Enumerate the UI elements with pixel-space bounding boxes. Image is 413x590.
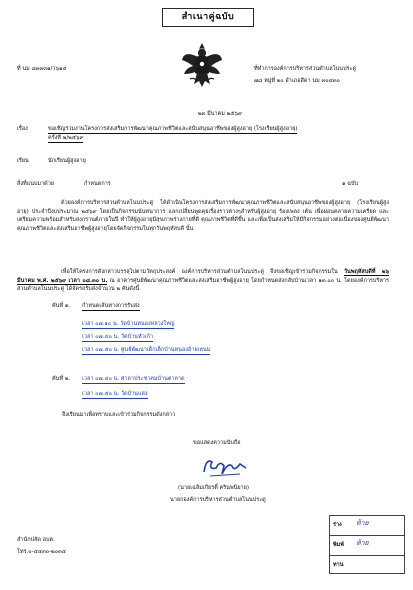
- signatory-position: นายกองค์การบริหารส่วนตำบลโนนประดู่: [170, 497, 266, 503]
- subject-label: เรื่อง: [17, 126, 28, 132]
- subject-text-line2: ครั้งที่ ๒/๒๕๖๙: [48, 135, 84, 141]
- car-1-label: คันที่ ๑.: [52, 303, 71, 309]
- footer-office: สำนักปลัด อบต.: [17, 537, 55, 543]
- car-1-stop: เวลา ๐๗.๑๐ น. วัดบ้านหนองหลวงใหญ่: [82, 321, 175, 327]
- letter-date: ๒๓ มีนาคม ๒๕๖๙: [198, 111, 242, 117]
- initials-label: ทาน: [333, 562, 344, 568]
- car-1-stop: เวลา ๐๗.๔๐ น. วัดบ้านหัวเก้า: [82, 334, 153, 340]
- document-number: ที่ นม ๘๓๓๓๑/ว๖๑๔: [17, 66, 67, 72]
- handwritten-signature: [200, 452, 250, 480]
- car-1-route-title: กำหนดเส้นทางการรับส่ง: [82, 303, 140, 309]
- body-paragraph-1: ด้วยองค์การบริหารส่วนตำบลโนนประดู่ ได้ดำเนินโครงการส่งเสริมการพัฒนาคุณภาพชีวิตและสนับสนุนอาชีพของผู้สูงอายุ (โรงเรียนผู้สูงอายุ) ประจำปีงบประมาณ ๒๕๖๙ โดยเป็นกิจกรรมนันทนาการ แลกเปลี่ยนพูดคุยเรื่องราวต่างๆสำหรับผู้สูงอายุ ร้องเพลง เต้น เพื่อผ่อนคลายความเครียด และเตรียมความพร้อมสำหรับสงกรานต์ภายในปี ทำให้ผู้สูงอายุมีสุขภาพร่างกายที่ดี คุณภาพชีวิตที่ดีขึ้น และเพื่อเป็นส่งเสริมให้มีกิจกรรมอย่างต่อเนื่องของศูนย์พัฒนาคุณภาพชีวิตและส่งเสริมอาชีพผู้สูงอายุโดยจัดกิจกรรมในทุกวันพฤหัสบดี นั้น: [17, 200, 389, 232]
- initials-box: [329, 515, 405, 574]
- initials-mark: ห้าย: [356, 519, 369, 527]
- copy-stamp-title: สำเนาคู่ฉบับ: [162, 8, 254, 27]
- invitation-text: เพื่อให้โครงการดังกล่าวบรรลุไปตามวัตถุประสงค์ องค์การบริหารส่วนตำบลโนนประดู่ จึงขอเชิญเข้าร่วมกิจกรรมใน: [61, 269, 338, 275]
- car-1-stop: เวลา ๐๗.๕๐ น. ศูนย์พัฒนาเด็กเล็กบ้านหนองอ้ายเหนม: [82, 347, 211, 353]
- signatory-name: (นายเฉลิมเกียรติ์ ครินพนิยาย): [178, 485, 250, 491]
- initials-row: [330, 556, 404, 575]
- enclosure-label: สิ่งที่แนบมาด้วย: [17, 181, 55, 187]
- initials-row: [330, 536, 404, 556]
- closing-line: จึงเรียนมาเพื่อทราบและเข้าร่วมกิจกรรมดังกล่าว: [62, 412, 176, 418]
- footer-phone: โทร.๐-๔๔๓๐-๒๐๓๔: [17, 549, 66, 555]
- garuda-emblem: [180, 40, 224, 90]
- car-2-stop: เวลา ๐๗.๕๐ น. วัดบ้านแสง: [82, 391, 148, 397]
- enclosure-text: กำหนดการ: [84, 181, 111, 187]
- event-date: วันพฤหัสบดีที่ ๒๖ มีนาคม พ.ศ. ๒๕๖๙ เวลา ๐๘.๓๐ น.: [17, 269, 389, 284]
- initials-row: [330, 516, 404, 536]
- car-2-label: คันที่ ๒.: [52, 376, 71, 382]
- salutation-label: เรียน: [17, 158, 29, 164]
- car-2-stop: เวลา ๐๗.๔๐ น. ศาลาประชาคมบ้านตาลาด: [82, 376, 185, 382]
- subject-text: ขอเชิญร่วมงานโครงการส่งเสริมการพัฒนาคุณภาพชีวิตและสนับสนุนอาชีพของผู้สูงอายุ (โรงเรียนผู้สูงอายุ): [48, 126, 298, 132]
- enclosure-count: ๑ ฉบับ: [342, 181, 358, 187]
- initials-label: ร่าง: [333, 522, 342, 528]
- initials-label: พิมพ์: [333, 542, 344, 548]
- invitation-details: ณ อาคารศูนย์พัฒนาคุณภาพชีวิตและส่งเสริมอาชีพผู้สูงอายุ โดยกำหนดส่งกลับบ้านเวลา ๑๓.๐๐ น. โดยองค์การบริหารส่วนตำบลโนนประดู่ ได้จัดรถรับส่งจำนวน ๒ คันดังนี้: [17, 277, 389, 293]
- agency-name: ที่ทำการองค์การบริหารส่วนตำบลโนนประดู่: [254, 66, 357, 72]
- salutation-text: นักเรียนผู้สูงอายุ: [48, 158, 86, 164]
- body-paragraph-2: [17, 268, 389, 294]
- agency-address: ๗๘ หมู่ที่ ๑๐ อำเภอสีดา นม ๓๐๔๓๐: [254, 78, 340, 84]
- regards-text: ขอแสดงความนับถือ: [193, 440, 241, 446]
- initials-mark: ห้าย: [356, 539, 369, 547]
